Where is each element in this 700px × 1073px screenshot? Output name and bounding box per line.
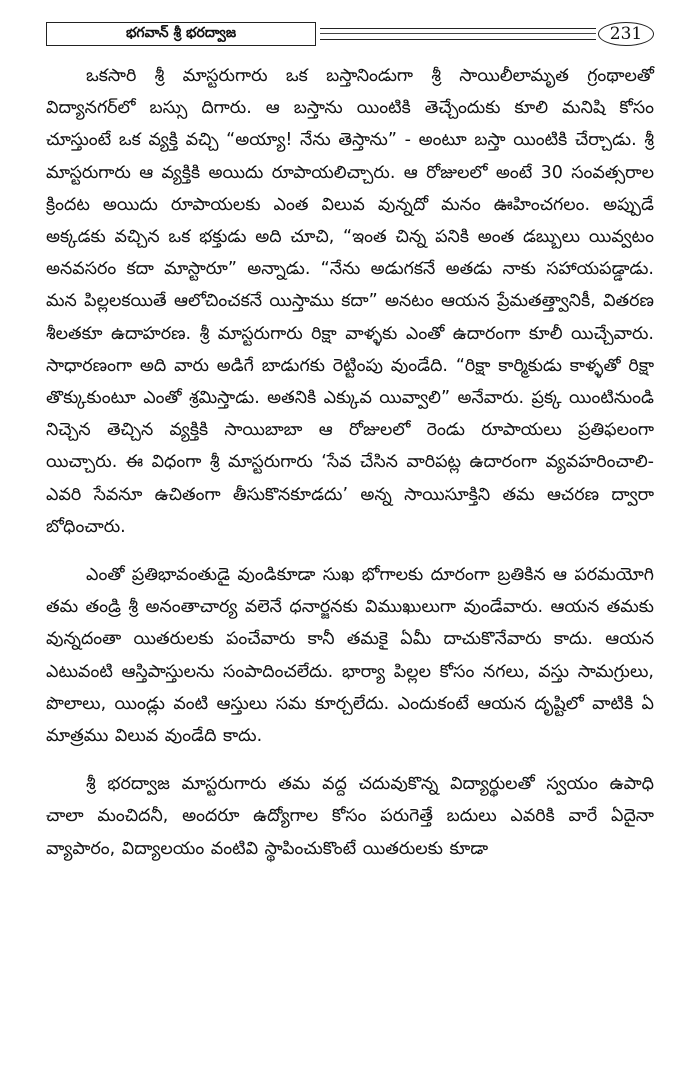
paragraph-2: ఎంతో ప్రతిభావంతుడై వుండికూడా సుఖ భోగాలకు దూరంగా బ్రతికిన ఆ పరమయోగి తమ తండ్రి శ్రీ అనంతాచార్య వలెనే ధనార్జనకు విముఖులుగా వుండేవారు. ఆయన తమకు వున్నదంతా యితరులకు పంచేవారు కానీ తమకై ఏమీ దాచుకొనేవారు కాదు. ఆయన ఎటువంటి ఆస్తిపాస్తులను సంపాదించలేదు. భార్యా పిల్లల కోసం నగలు, వస్తు సామగ్రులు, పొలాలు, యిండ్లు వంటి ఆస్తులు సమ కూర్చలేదు. ఎందుకంటే ఆయన దృష్టిలో వాటికి ఏ మాత్రము విలువ వుండేది కాదు. [46, 565, 654, 747]
paragraph-3: శ్రీ భరద్వాజ మాస్టరుగారు తమ వద్ద చదువుకొన్న విద్యార్థులతో స్వయం ఉపాధి చాలా మంచిదనీ, అందరూ ఉద్యోగాల కోసం పరుగెత్తే బదులు ఎవరికి వారే ఏదైనా వ్యాపారం, విద్యాలయం వంటివి స్థాపించుకొంటే యితరులకు కూడా [46, 774, 654, 859]
page-header [46, 22, 654, 48]
page-number: 231 [598, 22, 654, 46]
header-rule [320, 28, 596, 40]
paragraph-1: ఒకసారి శ్రీ మాస్టరుగారు ఒక బస్తానిండుగా శ్రీ సాయిలీలామృత గ్రంథాలతో విద్యానగర్‌లో బస్సు దిగారు. ఆ బస్తాను యింటికి తెచ్చేందుకు కూలి మనిషి కోసం చూస్తుంటే ఒక వ్యక్తి వచ్చి “అయ్యా! నేను తెస్తాను” - అంటూ బస్తా యింటికి చేర్చాడు. శ్రీ మాస్టరుగారు ఆ వ్యక్తికి అయిదు రూపాయలిచ్చారు. ఆ రోజులలో అంటే 30 సంవత్సరాల క్రిందట అయిదు రూపాయలకు ఎంత విలువ వున్నదో మనం ఊహించగలం. అప్పుడే అక్కడకు వచ్చిన ఒక భక్తుడు అది చూచి, “ఇంత చిన్న పనికి అంత డబ్బులు యివ్వటం అనవసరం కదా మాస్టారూ” అన్నాడు. “నేను అడుగకనే అతడు నాకు సహాయపడ్డాడు. మన పిల్లలకయితే ఆలోచించకనే యిస్తాము కదా” అనటం ఆయన ప్రేమతత్త్వానికీ, వితరణ శీలతకూ ఉదాహరణ. శ్రీ మాస్టరుగారు రిక్షా వాళ్ళకు ఎంతో ఉదారంగా కూలీ యిచ్చేవారు. సాధారణంగా అది వారు అడిగే బాడుగకు రెట్టింపు వుండేది. “రిక్షా కార్మికుడు కాళ్ళతో రిక్షా తొక్కుకుంటూ ఎంతో శ్రమిస్తాడు. అతనికి ఎక్కువ యివ్వాలి” అనేవారు. ప్రక్క యింటినుండి నిచ్చెన తెచ్చిన వ్యక్తికి సాయిబాబా ఆ రోజులలో రెండు రూపాయలు ప్రతిఫలంగా యిచ్చారు. ఈ విధంగా శ్రీ మాస్టరుగారు ‘సేవ చేసిన వారిపట్ల ఉదారంగా వ్యవహరించాలి-ఎవరి సేవనూ ఉచితంగా తీసుకొనకూడదు’ అన్న సాయిసూక్తిని తమ ఆచరణ ద్వారా బోధించారు. [46, 66, 654, 537]
running-title: భగవాన్ శ్రీ భరద్వాజ [46, 22, 316, 46]
body-text [46, 60, 654, 881]
